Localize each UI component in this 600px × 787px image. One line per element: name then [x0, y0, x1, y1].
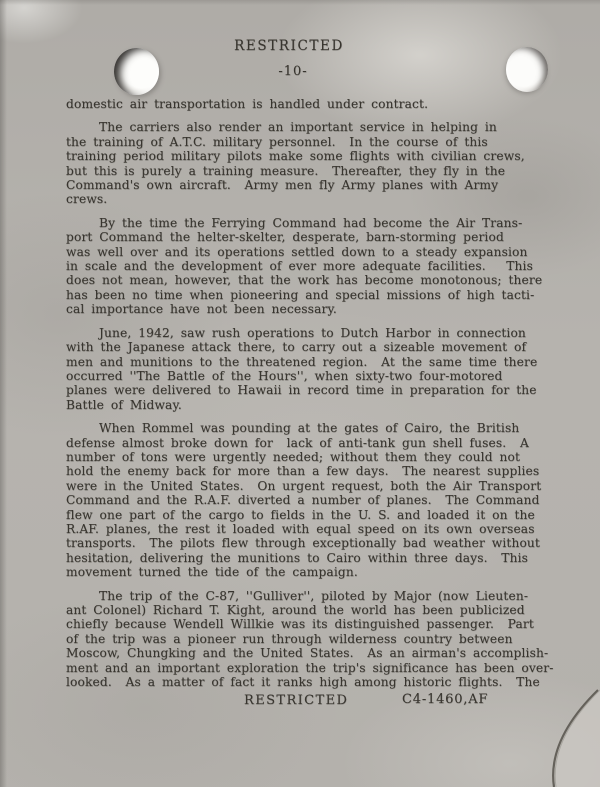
text-line: number of tons were urgently needed; without them they could not — [66, 449, 521, 464]
page-number: -10- — [278, 64, 308, 79]
text-line: looked. As a matter of fact it ranks high among historic flights. The — [66, 675, 540, 690]
text-line: port Command the helter-skelter, desperate, barn-storming period — [66, 230, 504, 245]
text-line: does not mean, however, that the work has become monotonous; there — [66, 273, 543, 288]
text-line: cal importance have not been necessary. — [66, 302, 337, 317]
paragraph — [66, 97, 536, 111]
text-line: The carriers also render an important service in helping in — [99, 120, 497, 135]
text-line: of the trip was a pioneer run through wilderness country between — [66, 631, 513, 646]
paragraph — [66, 120, 536, 206]
text-line: movement turned the tide of the campaign. — [66, 565, 358, 580]
paragraph — [66, 326, 536, 412]
classification-header: RESTRICTED — [234, 38, 344, 54]
text-line: has been no time when pioneering and special missions of high tacti- — [66, 287, 535, 302]
text-line: June, 1942, saw rush operations to Dutch Harbor in connection — [99, 325, 526, 340]
text-line: R.AF. planes, the rest it loaded with equal speed on its own overseas — [66, 521, 535, 536]
text-line: the training of A.T.C. military personnel. In the course of this — [66, 134, 488, 149]
body-text — [66, 97, 554, 690]
text-line: but this is purely a training measure. Thereafter, they fly in the — [66, 163, 506, 178]
text-line: training period military pilots make some flights with civilian crews, — [66, 149, 525, 164]
text-line: Moscow, Chungking and the United States. As an airman's accomplish- — [66, 646, 549, 661]
document-id: C4-1460,AF — [402, 692, 489, 707]
text-line: transports. The pilots flew through exceptionally bad weather without — [66, 536, 540, 551]
text-line: When Rommel was pounding at the gates of Cairo, the British — [99, 421, 520, 436]
paragraph — [66, 588, 554, 690]
text-line: domestic air transportation is handled under contract. — [66, 97, 429, 111]
text-line: occurred ''The Battle of the Hours'', when sixty-two four-motored — [66, 368, 503, 383]
text-line: planes were delivered to Hawaii in record time in preparation for the — [66, 383, 537, 398]
text-line: crews. — [66, 192, 108, 207]
text-line: Battle of Midway. — [66, 397, 182, 412]
text-line: ment and an important exploration the trip's significance has been over- — [66, 660, 554, 675]
text-line: in scale and the development of ever more adequate facilities. This — [66, 259, 533, 274]
text-line: was well over and its operations settled down to a steady expansion — [66, 244, 528, 259]
text-line: men and munitions to the threatened region. At the same time there — [66, 354, 538, 369]
text-line: Command and the R.A.F. diverted a number of planes. The Command — [66, 493, 540, 508]
text-line: with the Japanese attack there, to carry out a sizeable movement of — [66, 340, 527, 355]
paragraph — [66, 421, 542, 580]
classification-footer: RESTRICTED — [244, 693, 349, 708]
page-curl-edge — [518, 612, 600, 787]
text-line: Command's own aircraft. Army men fly Army planes with Army — [66, 178, 499, 193]
text-line: By the time the Ferrying Command had become the Air Trans- — [99, 215, 523, 230]
text-line: defense almost broke down for lack of anti-tank gun shell fuses. A — [66, 435, 529, 450]
text-line: hold the enemy back for more than a few days. The nearest supplies — [66, 464, 540, 479]
text-line: were in the United States. On urgent request, both the Air Transport — [66, 478, 542, 493]
text-line: chiefly because Wendell Willkie was its distinguished passenger. Part — [66, 617, 534, 632]
paragraph — [66, 215, 543, 317]
text-line: The trip of the C-87, ''Gulliver'', piloted by Major (now Lieuten- — [99, 588, 529, 603]
text-line: hesitation, delivering the munitions to Cairo within three days. This — [66, 550, 529, 565]
text-line: flew one part of the cargo to fields in the U. S. and loaded it on the — [66, 507, 535, 522]
text-line: ant Colonel) Richard T. Kight, around the world has been publicized — [66, 603, 525, 617]
